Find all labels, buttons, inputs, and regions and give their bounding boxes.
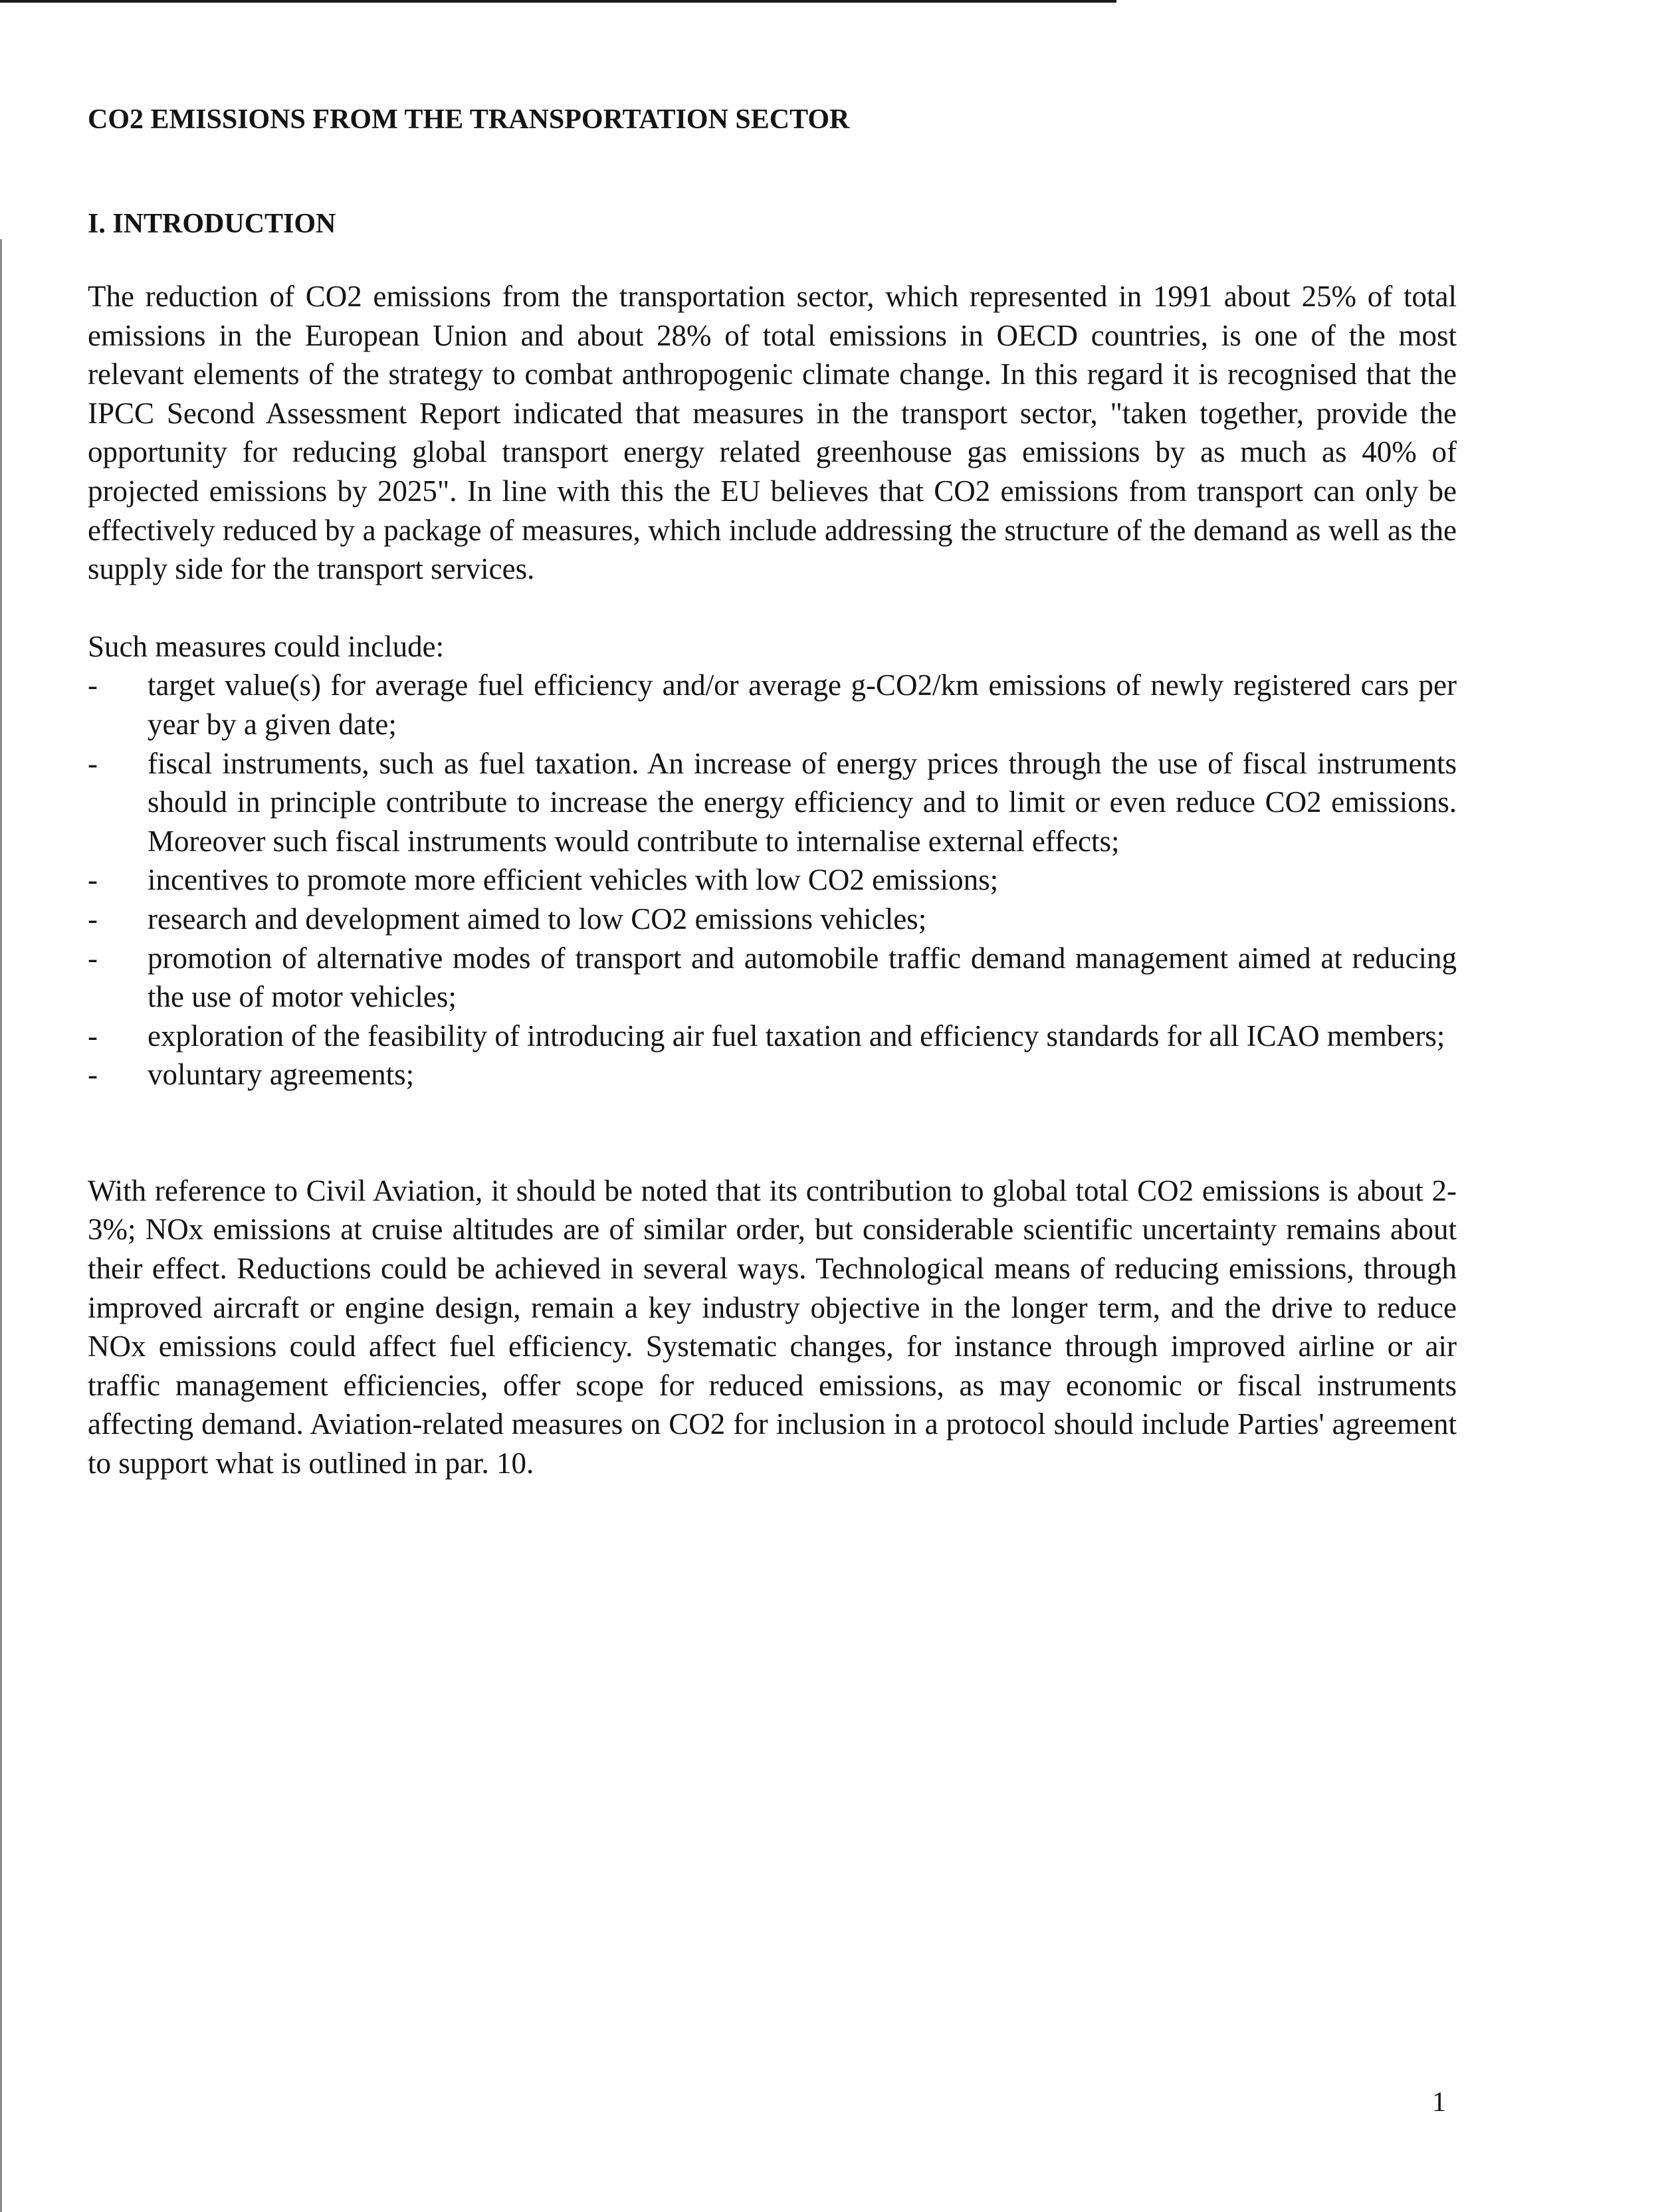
scan-top-border xyxy=(0,0,1116,3)
measures-list xyxy=(88,666,1457,1094)
measures-intro: Such measures could include: xyxy=(88,629,445,663)
list-item-text: target value(s) for average fuel efficiency and/or average g-CO2/km emissions of newly registered cars per year by a given date; xyxy=(148,668,1457,741)
document-title: CO2 EMISSIONS FROM THE TRANSPORTATION SECTOR xyxy=(88,104,850,135)
intro-paragraph: The reduction of CO2 emissions from the transportation sector, which represented in 1991 about 25% of total emissions in the European Union and about 28% of total emissions in OECD countries, is one of the most relevant elements of the strategy to combat anthropogenic climate change. In this regard it is recognised that the IPCC Second Assessment Report indicated that measures in the transport sector, "taken together, provide the opportunity for reducing global transport energy related greenhouse gas emissions by as much as 40% of projected emissions by 2025". In line with this the EU believes that CO2 emissions from transport can only be effectively reduced by a package of measures, which include addressing the structure of the demand as well as the supply side for the transport services. xyxy=(88,280,1457,586)
list-item-text: research and development aimed to low CO2 emissions vehicles; xyxy=(148,902,927,936)
bullet-dash: - xyxy=(88,1058,98,1092)
list-item xyxy=(88,744,1457,861)
list-item-text: fiscal instruments, such as fuel taxation. An increase of energy prices through the use of fiscal instruments should in principle contribute to increase the energy efficiency and to limit or even reduce CO2 emissions. Moreover such fiscal instruments would contribute to internalise external effects; xyxy=(148,746,1457,858)
bullet-dash: - xyxy=(88,1019,98,1053)
list-item xyxy=(88,939,1457,1017)
list-item-text: promotion of alternative modes of transport and automobile traffic demand management aimed at reducing the use of motor vehicles; xyxy=(148,941,1457,1014)
aviation-paragraph: With reference to Civil Aviation, it should be noted that its contribution to global total CO2 emissions is about 2-3%; NOx emissions at cruise altitudes are of similar order, but considerable scientific uncertainty remains about their effect. Reductions could be achieved in several ways. Technological means of reducing emissions, through improved aircraft or engine design, remain a key industry objective in the longer term, and the drive to reduce NOx emissions could affect fuel efficiency. Systematic changes, for instance through improved airline or air traffic management efficiencies, offer scope for reduced emissions, as may economic or fiscal instruments affecting demand. Aviation-related measures on CO2 for inclusion in a protocol should include Parties' agreement to support what is outlined in par. 10. xyxy=(88,1173,1457,1480)
list-item xyxy=(88,666,1457,744)
document-page xyxy=(88,100,1457,1483)
list-item xyxy=(88,900,1457,939)
section-heading: I. INTRODUCTION xyxy=(88,209,336,239)
list-item-text: incentives to promote more efficient vehicles with low CO2 emissions; xyxy=(148,863,999,897)
list-item xyxy=(88,1017,1457,1056)
bullet-dash: - xyxy=(88,941,98,975)
bullet-dash: - xyxy=(88,746,98,780)
bullet-dash: - xyxy=(88,902,98,936)
page-number: 1 xyxy=(1432,2087,1446,2118)
bullet-dash: - xyxy=(88,668,98,702)
scan-left-border xyxy=(0,239,2,2212)
list-item xyxy=(88,1055,1457,1094)
bullet-dash: - xyxy=(88,863,98,897)
list-item-text: voluntary agreements; xyxy=(148,1058,415,1092)
list-item xyxy=(88,860,1457,900)
list-item-text: exploration of the feasibility of introducing air fuel taxation and efficiency standards for all ICAO members; xyxy=(148,1019,1445,1053)
